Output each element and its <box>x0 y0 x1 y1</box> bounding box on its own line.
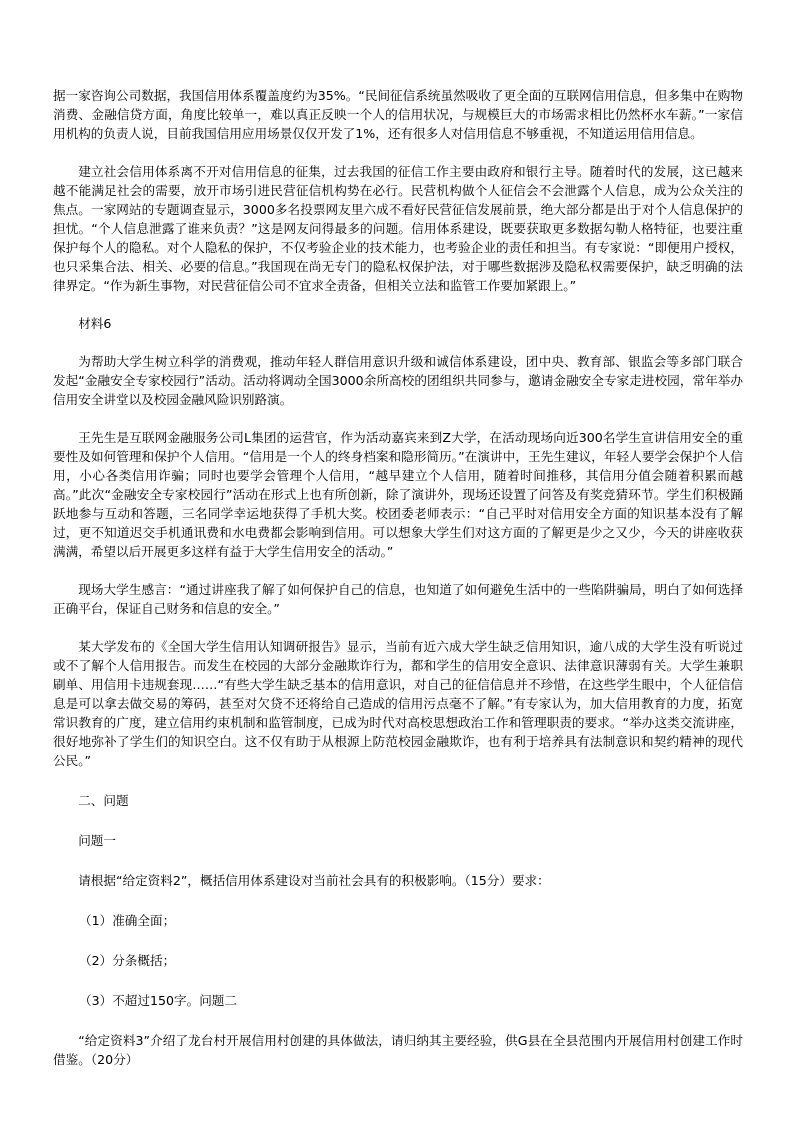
question1-prompt: 请根据“给定资料2”，概括信用体系建设对当前社会具有的积极影响。（15分）要求： <box>78 873 550 888</box>
paragraph-student-testimonial: 现场大学生感言：“通过讲座我了解了如何保护自己的信息，也知道了如何避免生活中的一些陷阱骗局，明白了如何选择正确平台，保证自己财务和信息的安全。” <box>53 582 743 616</box>
question1-requirement-1: （1）准确全面； <box>79 913 176 928</box>
question1-heading: 问题一 <box>78 833 116 848</box>
spacer <box>53 295 743 314</box>
paragraph-credit-coverage: 据一家咨询公司数据，我国信用体系覆盖度约为35%。“民间征信系统虽然吸收了更全面的互联网信用信息，但多集中在购物消费、金融信贷方面，角度比较单一，难以真正反映一个人的信用状况，与规模巨大的市场需求相比仍然杯水车薪。”一家信用机构的负责人说，目前我国信用应用场景仅仅开发了1%，还有很多人对信用信息不够重视，不知道运用信用信息。 <box>53 88 743 141</box>
section-heading-questions: 二、问题 <box>78 793 129 808</box>
spacer <box>53 890 743 911</box>
spacer <box>53 143 743 162</box>
spacer <box>53 810 743 831</box>
material6-heading: 材料6 <box>78 316 112 331</box>
spacer <box>53 561 743 580</box>
paragraph-credit-info-collection: 建立社会信用体系离不开对信用信息的征集，过去我国的征信工作主要由政府和银行主导。随着时代的发展，这已越来越不能满足社会的需要，放开市场引进民营征信机构势在必行。民营机构做个人征信会不会泄露个人信息，成为公众关注的焦点。一家网站的专题调查显示，3000多名投票网友里六成不看好民营征信发展前景，绝大部分都是出于对个人信息保护的担忧。“个人信息泄露了谁来负责？”这是网友问得最多的问题。信用体系建设，既要获取更多数据勾勒人格特征，也要注重保护每个人的隐私。对个人隐私的保护，不仅考验企业的技术能力，也考验企业的责任和担当。有专家说：“即便用户授权，也只采集合法、相关、必要的信息。”我国现在尚无专门的隐私权保护法，对于哪些数据涉及隐私权需要保护，缺乏明确的法律界定。“作为新生事物，对民营征信公司不宜求全责备，但相关立法和监管工作要加紧跟上。” <box>53 164 743 293</box>
spacer <box>53 850 743 871</box>
question1-requirement-2: （2）分条概括； <box>79 953 176 968</box>
question2-prompt: “给定资料3”介绍了龙台村开展信用村创建的具体做法，请归纳其主要经验，供G县在全县范围内开展信用村创建工作时借鉴。（20分） <box>53 1033 743 1067</box>
spacer <box>53 333 743 352</box>
spacer <box>53 409 743 428</box>
paragraph-mr-wang-lecture: 王先生是互联网金融服务公司L集团的运营官，作为活动嘉宾来到Z大学，在活动现场向近300名学生宣讲信用安全的重要性及如何管理和保护个人信用。“信用是一个人的终身档案和隐形简历。”在演讲中，王先生建议，年轻人要学会保护个人信用，小心各类信用诈骗；同时也要学会管理个人信用，“越早建立个人信用，随着时间推移，其信用分值会随着积累而越高。”此次“金融安全专家校园行”活动在形式上也有所创新，除了演讲外，现场还设置了问答及有奖竞猜环节。学生们积极踊跃地参与互动和答题，三名同学幸运地获得了手机大奖。校团委老师表示：“自己平时对信用安全方面的知识基本没有了解过，更不知道迟交手机通讯费和水电费都会影响到信用。可以想象大学生们对这方面的了解更是少之又少，今天的讲座收获满满，希望以后开展更多这样有益于大学生信用安全的活动。” <box>53 430 743 559</box>
spacer <box>53 1010 743 1031</box>
spacer <box>53 970 743 991</box>
paragraph-survey-report: 某大学发布的《全国大学生信用认知调研报告》显示，当前有近六成大学生缺乏信用知识，逾八成的大学生没有听说过或不了解个人信用报告。而发生在校园的大部分金融欺诈行为，都和学生的信用安全意识、法律意识薄弱有关。大学生兼职刷单、用信用卡违规套现……“有些大学生缺乏基本的信用意识，对自己的征信信息并不珍惜，在这些学生眼中，个人征信信息是可以拿去做交易的筹码，甚至对欠贷不还将给自己造成的信用污点毫不了解。”有专家认为，加大信用教育的力度，拓宽常识教育的广度，建立信用约束机制和监管制度，已成为时代对高校思想政治工作和管理职责的要求。“举办这类交流讲座，很好地弥补了学生们的知识空白。这不仅有助于从根源上防范校园金融欺诈，也有利于培养具有法制意识和契约精神的现代公民。” <box>53 639 743 768</box>
spacer <box>53 930 743 951</box>
question1-requirement-3: （3）不超过150字。问题二 <box>79 993 237 1008</box>
paragraph-campus-campaign: 为帮助大学生树立科学的消费观，推动年轻人群信用意识升级和诚信体系建设，团中央、教育部、银监会等多部门联合发起“金融安全专家校园行”活动。活动将调动全国3000余所高校的团组织共同参与，邀请金融安全专家走进校园，常年举办信用安全讲堂以及校园金融风险识别路演。 <box>53 354 743 407</box>
spacer <box>53 618 743 637</box>
document-page <box>53 86 743 1069</box>
spacer <box>53 770 743 791</box>
